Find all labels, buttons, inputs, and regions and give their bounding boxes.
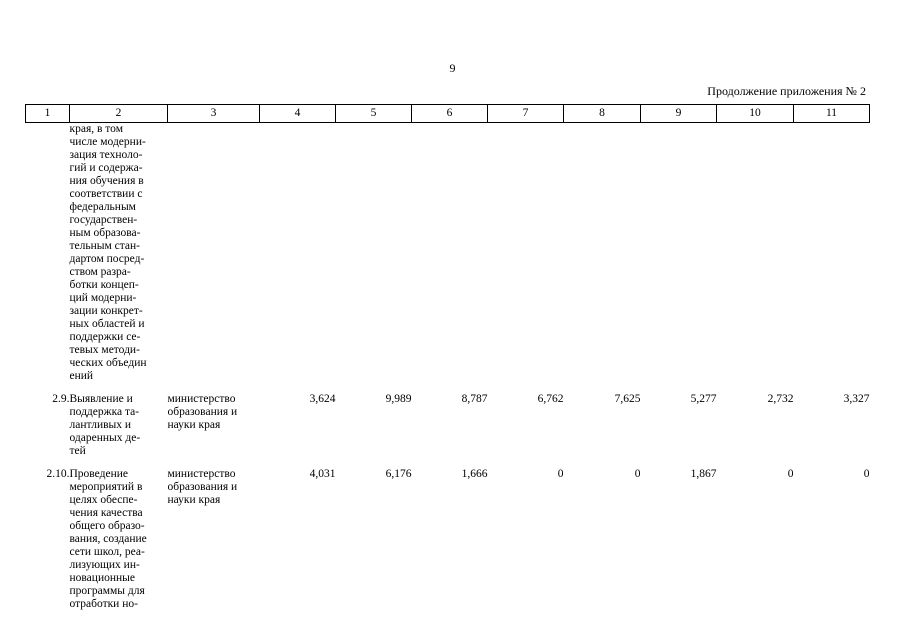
activity-name-line: лантливых и: [69, 419, 132, 431]
responsible-organization-line: науки края: [167, 419, 221, 431]
report-table: [25, 104, 870, 611]
value-cell: 0: [634, 468, 641, 480]
table-row: [26, 123, 870, 384]
value-cell: [412, 123, 488, 384]
row-spacer-cell: [26, 383, 870, 393]
responsible-organization-cell: [168, 468, 260, 611]
value-cell: [564, 123, 641, 384]
activity-name-line: соответствии с: [69, 188, 143, 200]
activity-name-cell: [70, 468, 168, 611]
value-cell: 2,732: [767, 393, 794, 405]
activity-name-line: ботки концеп-: [69, 279, 139, 291]
activity-name-line: государствен-: [69, 214, 138, 226]
value-cell: 3,624: [309, 393, 336, 405]
activity-name-line: ством разра-: [69, 266, 131, 278]
value-cell: [260, 123, 336, 384]
value-cell: [488, 123, 564, 384]
row-spacer: [26, 458, 870, 468]
section-number-cell: 2.10.: [46, 468, 70, 480]
activity-name-line: ным образова-: [69, 227, 141, 239]
table-row: [26, 393, 870, 458]
responsible-organization-line: образования и: [167, 481, 238, 493]
column-header: 1: [26, 105, 70, 123]
responsible-organization-line: министерство: [167, 468, 236, 480]
activity-name-line: отработки но-: [69, 598, 138, 610]
activity-name-line: одаренных де-: [69, 432, 141, 444]
activity-name-line: дартом посред-: [69, 253, 145, 265]
column-header: 7: [488, 105, 564, 123]
activity-name-line: поддержки се-: [69, 331, 141, 343]
value-cell: 0: [863, 468, 870, 480]
value-cell: 4,031: [309, 468, 336, 480]
activity-name-line: сети школ, реа-: [69, 546, 145, 558]
activity-name-line: программы для: [69, 585, 145, 597]
section-number-cell: 2.9.: [52, 393, 70, 405]
value-cell: 0: [787, 468, 794, 480]
activity-name-line: новационные: [69, 572, 135, 584]
activity-name-line: мероприятий в: [69, 481, 143, 493]
row-spacer-cell: [26, 458, 870, 468]
activity-name-cell: [70, 393, 168, 458]
table-row: [26, 468, 870, 611]
appendix-continuation-label: Продолжение приложения № 2: [707, 84, 866, 98]
page-number: 9: [449, 61, 456, 75]
activity-name-line: тей: [69, 445, 86, 457]
value-cell: [336, 123, 412, 384]
section-number-cell: [26, 123, 70, 384]
activity-name-line: ческих объедин: [69, 357, 147, 369]
column-number-row: [26, 105, 870, 123]
activity-name-line: федеральным: [69, 201, 136, 213]
value-cell: 9,989: [385, 393, 412, 405]
value-cell: 1,666: [461, 468, 488, 480]
activity-name-line: зация техноло-: [69, 149, 143, 161]
activity-name-line: поддержка та-: [69, 406, 140, 418]
column-header: 8: [564, 105, 641, 123]
responsible-organization-line: министерство: [167, 393, 236, 405]
value-cell: [717, 123, 794, 384]
activity-name-line: целях обеспе-: [69, 494, 138, 506]
responsible-organization-cell: [168, 393, 260, 458]
activity-name-line: ений: [69, 370, 94, 382]
column-header: 3: [168, 105, 260, 123]
activity-name-line: ций модерни-: [69, 292, 137, 304]
activity-name-line: вания, создание: [69, 533, 147, 545]
column-header: 10: [717, 105, 794, 123]
activity-name-line: общего образо-: [69, 520, 145, 532]
activity-name-line: Выявление и: [69, 393, 133, 405]
activity-name-line: лизующих ин-: [69, 559, 140, 571]
activity-name-line: ния обучения в: [69, 175, 144, 187]
responsible-organization-line: науки края: [167, 494, 221, 506]
activity-name-line: зации конкрет-: [69, 305, 143, 317]
row-spacer: [26, 383, 870, 393]
activity-name-line: тельным стан-: [69, 240, 141, 252]
value-cell: 7,625: [614, 393, 641, 405]
value-cell: 6,762: [537, 393, 564, 405]
value-cell: 6,176: [385, 468, 412, 480]
activity-name-line: края, в том: [69, 123, 123, 135]
activity-name-line: гий и содержа-: [69, 162, 143, 174]
column-header: 9: [641, 105, 717, 123]
column-header: 2: [70, 105, 168, 123]
value-cell: [641, 123, 717, 384]
column-header: 4: [260, 105, 336, 123]
column-header: 6: [412, 105, 488, 123]
activity-name-line: числе модерни-: [69, 136, 146, 148]
activity-name-line: тевых методи-: [69, 344, 140, 356]
column-header: 5: [336, 105, 412, 123]
responsible-organization-cell: [168, 123, 260, 384]
activity-name-line: ных областей и: [69, 318, 145, 330]
activity-name-line: Проведение: [69, 468, 128, 480]
column-header: 11: [794, 105, 870, 123]
activity-name-line: чения качества: [69, 507, 143, 519]
value-cell: 3,327: [843, 393, 870, 405]
value-cell: 0: [557, 468, 564, 480]
value-cell: 8,787: [461, 393, 488, 405]
value-cell: 1,867: [690, 468, 717, 480]
responsible-organization-line: образования и: [167, 406, 238, 418]
activity-name-cell: [70, 123, 168, 384]
value-cell: [794, 123, 870, 384]
value-cell: 5,277: [690, 393, 717, 405]
